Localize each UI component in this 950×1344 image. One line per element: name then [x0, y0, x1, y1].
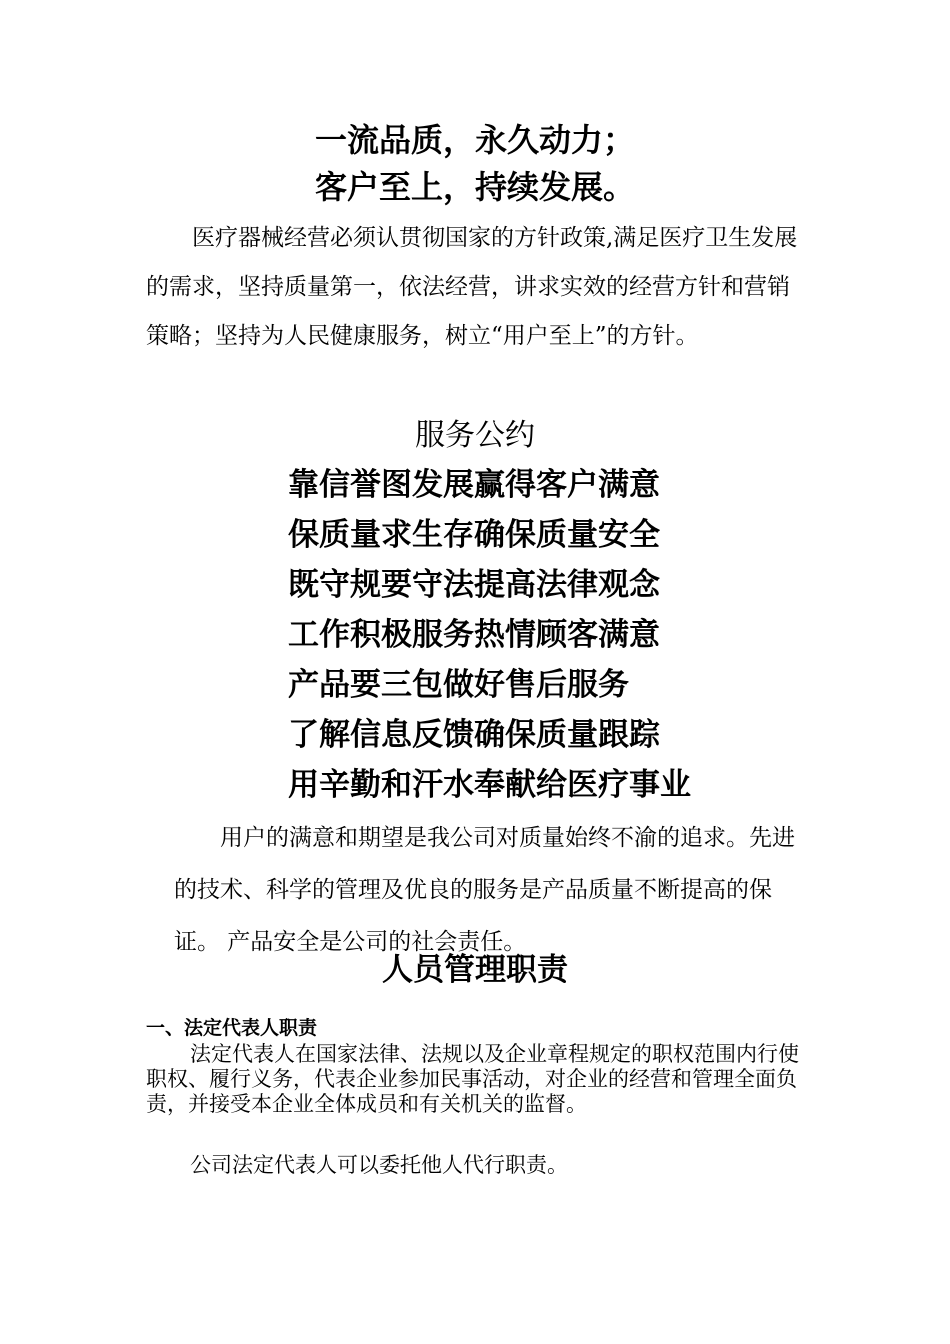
delegation-paragraph: [146, 1153, 811, 1178]
pledge-line: 工作积极服务热情顾客满意: [288, 617, 660, 653]
pledge-line: 保质量求生存确保质量安全: [288, 517, 660, 553]
section-heading: 一、法定代表人职责: [146, 1017, 318, 1039]
management-title: 人员管理职责: [382, 952, 568, 988]
pledge-line: 靠信誉图发展赢得客户满意: [288, 467, 660, 503]
quality-text: 用户的满意和期望是我公司对质量始终不渝的追求。先进的技术、科学的管理及优良的服务是产品质量不断提高的保证。 产品安全是公司的社会责任。: [174, 825, 795, 955]
legal-rep-text: 法定代表人在国家法律、法规以及企业章程规定的职权范围内行使职权、履行义务，代表企业参加民事活动，对企业的经营和管理全面负责，并接受本企业全体成员和有关机关的监督。: [146, 1042, 799, 1116]
legal-rep-paragraph: [146, 1042, 811, 1117]
quality-paragraph: [174, 812, 814, 968]
motto-line-2: 客户至上，持续发展。: [314, 168, 635, 206]
intro-text: 医疗器械经营必须认贯彻国家的方针政策,满足医疗卫生发展的需求，坚持质量第一，依法经营，讲求实效的经营方针和营销策略；坚持为人民健康服务，树立“用户至上”的方针。: [146, 225, 798, 349]
service-title: 服务公约: [415, 418, 535, 453]
pledge-line: 用辛勤和汗水奉献给医疗事业: [288, 767, 691, 803]
pledge-line: 了解信息反馈确保质量跟踪: [288, 717, 660, 753]
pledge-line: 产品要三包做好售后服务: [288, 667, 629, 703]
motto-line-1: 一流品质，永久动力；: [314, 121, 635, 159]
pledge-line: 既守规要守法提高法律观念: [288, 567, 660, 603]
intro-paragraph: [146, 214, 806, 361]
delegation-text: 公司法定代表人可以委托他人代行职责。: [190, 1153, 568, 1177]
